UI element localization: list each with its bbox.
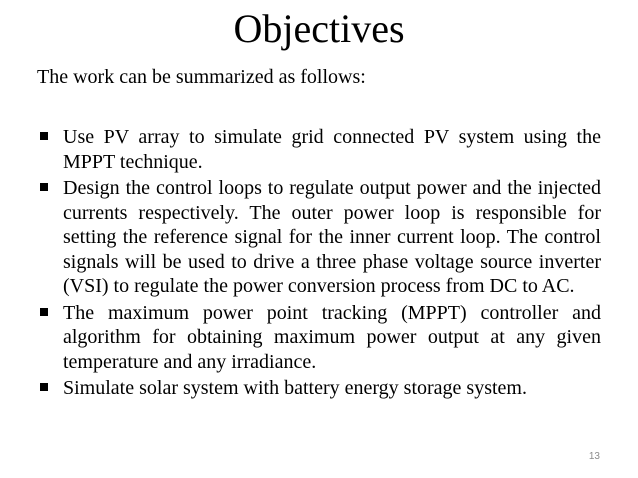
- square-bullet-icon: [40, 132, 48, 140]
- objectives-list: [37, 125, 601, 403]
- objective-item-1: [37, 125, 601, 174]
- objective-text: The maximum power point tracking (MPPT) controller and algorithm for obtaining maximum power output at any given temperature and any irradiance.: [63, 301, 601, 373]
- square-bullet-icon: [40, 183, 48, 191]
- objective-item-2: [37, 176, 601, 299]
- intro-text: The work can be summarized as follows:: [37, 66, 366, 88]
- objective-item-3: [37, 301, 601, 375]
- objective-item-4: [37, 376, 601, 401]
- objective-text: Simulate solar system with battery energy storage system.: [63, 377, 527, 399]
- square-bullet-icon: [40, 308, 48, 316]
- objective-text: Design the control loops to regulate output power and the injected currents respectively. The outer power loop is responsible for setting the reference signal for the inner current loop. The control signals will be used to drive a three phase voltage source inverter (VSI) to regulate the power conversion process from DC to AC.: [63, 177, 601, 297]
- square-bullet-icon: [40, 383, 48, 391]
- slide-title: Objectives: [233, 6, 405, 51]
- page-number: 13: [588, 451, 600, 462]
- objective-text: Use PV array to simulate grid connected PV system using the MPPT technique.: [63, 126, 601, 173]
